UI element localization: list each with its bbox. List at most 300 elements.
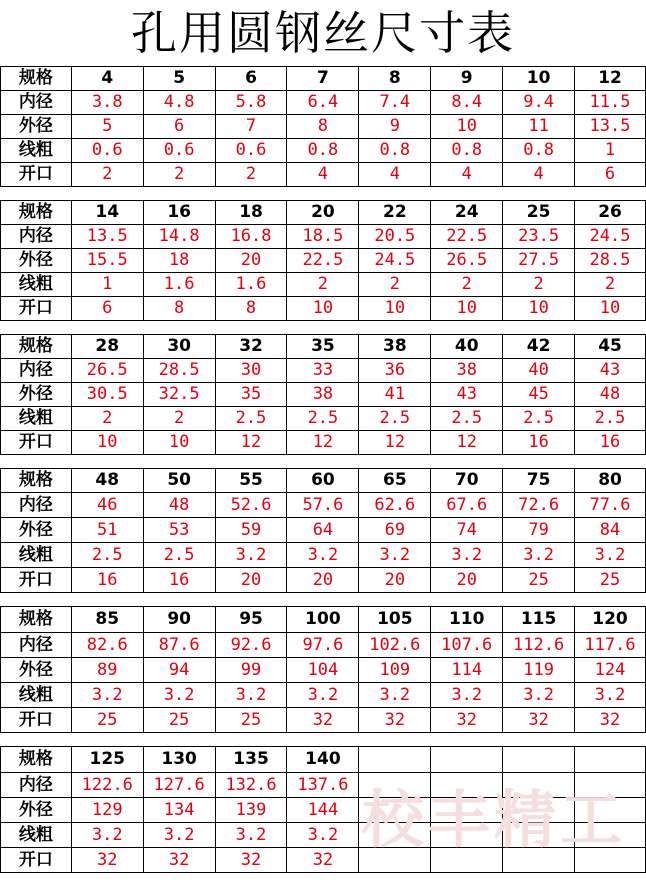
separator-cell — [575, 455, 646, 469]
value-cell: 0.6 — [143, 139, 215, 163]
value-cell: 20 — [359, 568, 431, 593]
spec-cell: 100 — [287, 607, 359, 633]
separator-cell — [215, 455, 287, 469]
value-cell: 129 — [71, 798, 143, 823]
outer-diameter-row — [1, 658, 646, 683]
value-cell: 132.6 — [215, 773, 287, 798]
separator-cell — [503, 321, 575, 335]
wire-thickness-row — [1, 543, 646, 568]
row-label: 线粗 — [1, 407, 72, 431]
value-cell: 8 — [215, 297, 287, 321]
row-label: 外径 — [1, 249, 72, 273]
group-separator — [1, 455, 646, 469]
value-cell — [503, 773, 575, 798]
separator-cell — [1, 593, 72, 607]
spec-cell — [359, 747, 431, 773]
value-cell — [431, 848, 503, 873]
row-label: 规格 — [1, 747, 72, 773]
value-cell: 59 — [215, 518, 287, 543]
spec-cell: 14 — [71, 201, 143, 225]
value-cell: 32 — [575, 708, 646, 733]
wire-thickness-row — [1, 139, 646, 163]
value-cell: 107.6 — [431, 633, 503, 658]
opening-row — [1, 297, 646, 321]
value-cell: 53 — [143, 518, 215, 543]
value-cell: 6.4 — [287, 91, 359, 115]
value-cell: 134 — [143, 798, 215, 823]
value-cell: 127.6 — [143, 773, 215, 798]
value-cell: 3.2 — [215, 543, 287, 568]
separator-cell — [431, 455, 503, 469]
value-cell: 2 — [431, 273, 503, 297]
value-cell: 7.4 — [359, 91, 431, 115]
value-cell: 112.6 — [503, 633, 575, 658]
value-cell: 12 — [287, 431, 359, 455]
value-cell: 2.5 — [359, 407, 431, 431]
value-cell: 10 — [431, 115, 503, 139]
value-cell: 114 — [431, 658, 503, 683]
value-cell: 40 — [503, 359, 575, 383]
value-cell: 9.4 — [503, 91, 575, 115]
spec-cell: 115 — [503, 607, 575, 633]
value-cell: 0.8 — [431, 139, 503, 163]
value-cell: 8 — [143, 297, 215, 321]
value-cell: 3.2 — [215, 683, 287, 708]
value-cell: 2.5 — [575, 407, 646, 431]
value-cell: 25 — [215, 708, 287, 733]
value-cell: 38 — [287, 383, 359, 407]
separator-cell — [575, 321, 646, 335]
value-cell — [575, 823, 646, 848]
separator-cell — [431, 593, 503, 607]
separator-cell — [71, 455, 143, 469]
spec-cell — [431, 747, 503, 773]
value-cell: 3.2 — [287, 683, 359, 708]
row-label: 规格 — [1, 335, 72, 359]
value-cell: 16.8 — [215, 225, 287, 249]
separator-cell — [143, 321, 215, 335]
separator-cell — [575, 733, 646, 747]
value-cell: 9 — [359, 115, 431, 139]
spec-cell: 38 — [359, 335, 431, 359]
value-cell: 33 — [287, 359, 359, 383]
row-label: 内径 — [1, 359, 72, 383]
value-cell: 0.6 — [215, 139, 287, 163]
spec-cell: 6 — [215, 67, 287, 91]
row-label: 外径 — [1, 115, 72, 139]
value-cell: 26.5 — [71, 359, 143, 383]
spec-cell: 10 — [503, 67, 575, 91]
opening-row — [1, 431, 646, 455]
opening-row — [1, 708, 646, 733]
value-cell: 92.6 — [215, 633, 287, 658]
watermark: 校丰精工 — [362, 783, 627, 856]
page-title: 孔用圆钢丝尺寸表 — [131, 6, 515, 60]
spec-cell: 32 — [215, 335, 287, 359]
value-cell — [359, 773, 431, 798]
spec-cell: 12 — [575, 67, 646, 91]
value-cell: 72.6 — [503, 493, 575, 518]
value-cell: 5 — [71, 115, 143, 139]
row-label: 内径 — [1, 91, 72, 115]
value-cell: 4 — [359, 163, 431, 187]
spec-cell: 48 — [71, 469, 143, 493]
value-cell: 64 — [287, 518, 359, 543]
value-cell: 3.2 — [71, 823, 143, 848]
spec-cell: 25 — [503, 201, 575, 225]
separator-cell — [1, 455, 72, 469]
value-cell: 18.5 — [287, 225, 359, 249]
spec-cell — [503, 747, 575, 773]
value-cell: 22.5 — [431, 225, 503, 249]
value-cell: 25 — [143, 708, 215, 733]
value-cell: 41 — [359, 383, 431, 407]
value-cell: 20 — [215, 249, 287, 273]
wire-thickness-row — [1, 407, 646, 431]
separator-cell — [143, 733, 215, 747]
spec-row — [1, 607, 646, 633]
value-cell: 77.6 — [575, 493, 646, 518]
value-cell: 30 — [215, 359, 287, 383]
spec-cell: 20 — [287, 201, 359, 225]
row-label: 内径 — [1, 633, 72, 658]
opening-row — [1, 848, 646, 873]
separator-cell — [287, 733, 359, 747]
spec-cell: 60 — [287, 469, 359, 493]
spec-cell: 95 — [215, 607, 287, 633]
spec-cell: 125 — [71, 747, 143, 773]
outer-diameter-row — [1, 249, 646, 273]
spec-cell: 30 — [143, 335, 215, 359]
value-cell: 3.2 — [287, 823, 359, 848]
row-label: 开口 — [1, 431, 72, 455]
value-cell: 0.8 — [359, 139, 431, 163]
value-cell: 139 — [215, 798, 287, 823]
value-cell: 35 — [215, 383, 287, 407]
value-cell: 2 — [143, 163, 215, 187]
value-cell: 43 — [431, 383, 503, 407]
spec-cell: 8 — [359, 67, 431, 91]
value-cell: 16 — [143, 568, 215, 593]
value-cell — [503, 848, 575, 873]
separator-cell — [575, 593, 646, 607]
value-cell: 16 — [575, 431, 646, 455]
value-cell: 12 — [431, 431, 503, 455]
value-cell: 11 — [503, 115, 575, 139]
value-cell: 25 — [575, 568, 646, 593]
value-cell: 13.5 — [575, 115, 646, 139]
value-cell: 32 — [359, 708, 431, 733]
wire-thickness-row — [1, 273, 646, 297]
separator-cell — [287, 187, 359, 201]
value-cell: 3.2 — [71, 683, 143, 708]
value-cell: 109 — [359, 658, 431, 683]
value-cell: 1 — [71, 273, 143, 297]
value-cell — [575, 798, 646, 823]
value-cell: 3.2 — [359, 543, 431, 568]
separator-cell — [359, 733, 431, 747]
value-cell: 36 — [359, 359, 431, 383]
value-cell: 1.6 — [143, 273, 215, 297]
value-cell: 10 — [143, 431, 215, 455]
spec-cell — [575, 747, 646, 773]
value-cell: 5.8 — [215, 91, 287, 115]
separator-cell — [71, 593, 143, 607]
value-cell: 32.5 — [143, 383, 215, 407]
row-label: 开口 — [1, 848, 72, 873]
value-cell: 84 — [575, 518, 646, 543]
separator-cell — [431, 321, 503, 335]
spec-cell: 4 — [71, 67, 143, 91]
value-cell: 24.5 — [575, 225, 646, 249]
separator-cell — [503, 593, 575, 607]
value-cell: 23.5 — [503, 225, 575, 249]
spec-cell: 24 — [431, 201, 503, 225]
size-table — [0, 66, 646, 873]
value-cell: 3.2 — [143, 683, 215, 708]
value-cell: 32 — [287, 848, 359, 873]
separator-cell — [143, 593, 215, 607]
value-cell: 3.2 — [359, 683, 431, 708]
spec-row — [1, 67, 646, 91]
value-cell: 102.6 — [359, 633, 431, 658]
separator-cell — [431, 733, 503, 747]
value-cell: 82.6 — [71, 633, 143, 658]
value-cell: 3.2 — [575, 543, 646, 568]
spec-cell: 80 — [575, 469, 646, 493]
value-cell: 10 — [503, 297, 575, 321]
value-cell: 3.2 — [215, 823, 287, 848]
value-cell: 28.5 — [575, 249, 646, 273]
group-separator — [1, 321, 646, 335]
value-cell — [575, 773, 646, 798]
value-cell: 8.4 — [431, 91, 503, 115]
spec-row — [1, 747, 646, 773]
value-cell: 51 — [71, 518, 143, 543]
value-cell — [431, 823, 503, 848]
separator-cell — [503, 733, 575, 747]
spec-cell: 70 — [431, 469, 503, 493]
value-cell: 2.5 — [215, 407, 287, 431]
separator-cell — [1, 187, 72, 201]
value-cell: 2 — [71, 163, 143, 187]
separator-cell — [215, 593, 287, 607]
value-cell: 25 — [71, 708, 143, 733]
spec-cell: 140 — [287, 747, 359, 773]
wire-thickness-row — [1, 823, 646, 848]
spec-cell: 35 — [287, 335, 359, 359]
value-cell: 4 — [431, 163, 503, 187]
value-cell: 48 — [143, 493, 215, 518]
value-cell: 15.5 — [71, 249, 143, 273]
row-label: 内径 — [1, 493, 72, 518]
separator-cell — [503, 187, 575, 201]
separator-cell — [143, 187, 215, 201]
value-cell: 25 — [503, 568, 575, 593]
separator-cell — [71, 187, 143, 201]
row-label: 线粗 — [1, 273, 72, 297]
value-cell: 10 — [71, 431, 143, 455]
row-label: 规格 — [1, 607, 72, 633]
value-cell: 2 — [503, 273, 575, 297]
separator-cell — [359, 321, 431, 335]
value-cell: 62.6 — [359, 493, 431, 518]
spec-cell: 85 — [71, 607, 143, 633]
value-cell: 6 — [143, 115, 215, 139]
spec-cell: 22 — [359, 201, 431, 225]
value-cell: 2.5 — [71, 543, 143, 568]
value-cell: 38 — [431, 359, 503, 383]
value-cell: 14.8 — [143, 225, 215, 249]
spec-cell: 135 — [215, 747, 287, 773]
row-label: 外径 — [1, 798, 72, 823]
spec-cell: 7 — [287, 67, 359, 91]
value-cell: 13.5 — [71, 225, 143, 249]
value-cell: 122.6 — [71, 773, 143, 798]
spec-cell: 75 — [503, 469, 575, 493]
separator-cell — [575, 187, 646, 201]
separator-cell — [359, 593, 431, 607]
row-label: 规格 — [1, 469, 72, 493]
value-cell: 89 — [71, 658, 143, 683]
spec-row — [1, 335, 646, 359]
spec-cell: 40 — [431, 335, 503, 359]
value-cell: 26.5 — [431, 249, 503, 273]
value-cell: 20 — [431, 568, 503, 593]
inner-diameter-row — [1, 359, 646, 383]
value-cell: 8 — [287, 115, 359, 139]
value-cell: 10 — [287, 297, 359, 321]
value-cell: 2.5 — [431, 407, 503, 431]
value-cell: 7 — [215, 115, 287, 139]
value-cell: 6 — [575, 163, 646, 187]
value-cell: 3.2 — [143, 823, 215, 848]
row-label: 规格 — [1, 201, 72, 225]
outer-diameter-row — [1, 115, 646, 139]
spec-cell: 26 — [575, 201, 646, 225]
value-cell: 3.2 — [503, 683, 575, 708]
value-cell: 74 — [431, 518, 503, 543]
inner-diameter-row — [1, 633, 646, 658]
separator-cell — [359, 455, 431, 469]
inner-diameter-row — [1, 493, 646, 518]
value-cell — [431, 798, 503, 823]
value-cell: 57.6 — [287, 493, 359, 518]
value-cell — [359, 798, 431, 823]
outer-diameter-row — [1, 383, 646, 407]
separator-cell — [287, 455, 359, 469]
value-cell: 0.8 — [287, 139, 359, 163]
value-cell: 32 — [143, 848, 215, 873]
value-cell: 6 — [71, 297, 143, 321]
spec-cell: 9 — [431, 67, 503, 91]
value-cell: 117.6 — [575, 633, 646, 658]
value-cell: 28.5 — [143, 359, 215, 383]
value-cell: 3.2 — [431, 543, 503, 568]
separator-cell — [503, 455, 575, 469]
value-cell — [503, 823, 575, 848]
row-label: 开口 — [1, 708, 72, 733]
value-cell — [359, 848, 431, 873]
value-cell: 30.5 — [71, 383, 143, 407]
inner-diameter-row — [1, 225, 646, 249]
row-label: 线粗 — [1, 139, 72, 163]
row-label: 开口 — [1, 163, 72, 187]
value-cell: 3.2 — [503, 543, 575, 568]
value-cell: 79 — [503, 518, 575, 543]
value-cell — [431, 773, 503, 798]
value-cell: 144 — [287, 798, 359, 823]
spec-row — [1, 469, 646, 493]
group-separator — [1, 187, 646, 201]
separator-cell — [215, 733, 287, 747]
inner-diameter-row — [1, 773, 646, 798]
outer-diameter-row — [1, 518, 646, 543]
spec-cell: 110 — [431, 607, 503, 633]
row-label: 开口 — [1, 297, 72, 321]
opening-row — [1, 568, 646, 593]
value-cell: 4 — [287, 163, 359, 187]
spec-cell: 45 — [575, 335, 646, 359]
value-cell: 32 — [503, 708, 575, 733]
value-cell: 2 — [143, 407, 215, 431]
row-label: 线粗 — [1, 543, 72, 568]
value-cell: 16 — [503, 431, 575, 455]
separator-cell — [215, 321, 287, 335]
value-cell — [575, 848, 646, 873]
value-cell: 104 — [287, 658, 359, 683]
value-cell: 2 — [287, 273, 359, 297]
spec-cell: 16 — [143, 201, 215, 225]
spec-cell: 50 — [143, 469, 215, 493]
value-cell: 2 — [215, 163, 287, 187]
inner-diameter-row — [1, 91, 646, 115]
value-cell: 3.2 — [575, 683, 646, 708]
value-cell: 32 — [431, 708, 503, 733]
group-separator — [1, 733, 646, 747]
value-cell: 32 — [215, 848, 287, 873]
row-label: 规格 — [1, 67, 72, 91]
value-cell: 18 — [143, 249, 215, 273]
value-cell: 119 — [503, 658, 575, 683]
value-cell: 67.6 — [431, 493, 503, 518]
value-cell: 69 — [359, 518, 431, 543]
value-cell: 2.5 — [503, 407, 575, 431]
value-cell: 52.6 — [215, 493, 287, 518]
spec-cell: 55 — [215, 469, 287, 493]
value-cell: 2 — [359, 273, 431, 297]
value-cell: 2.5 — [143, 543, 215, 568]
row-label: 线粗 — [1, 683, 72, 708]
value-cell: 1.6 — [215, 273, 287, 297]
value-cell: 11.5 — [575, 91, 646, 115]
spec-cell: 18 — [215, 201, 287, 225]
value-cell: 0.6 — [71, 139, 143, 163]
value-cell — [359, 823, 431, 848]
row-label: 外径 — [1, 658, 72, 683]
row-label: 外径 — [1, 383, 72, 407]
value-cell: 32 — [71, 848, 143, 873]
value-cell: 137.6 — [287, 773, 359, 798]
outer-diameter-row — [1, 798, 646, 823]
value-cell: 20.5 — [359, 225, 431, 249]
value-cell: 124 — [575, 658, 646, 683]
group-separator — [1, 593, 646, 607]
separator-cell — [287, 593, 359, 607]
spec-row — [1, 201, 646, 225]
separator-cell — [215, 187, 287, 201]
value-cell: 99 — [215, 658, 287, 683]
